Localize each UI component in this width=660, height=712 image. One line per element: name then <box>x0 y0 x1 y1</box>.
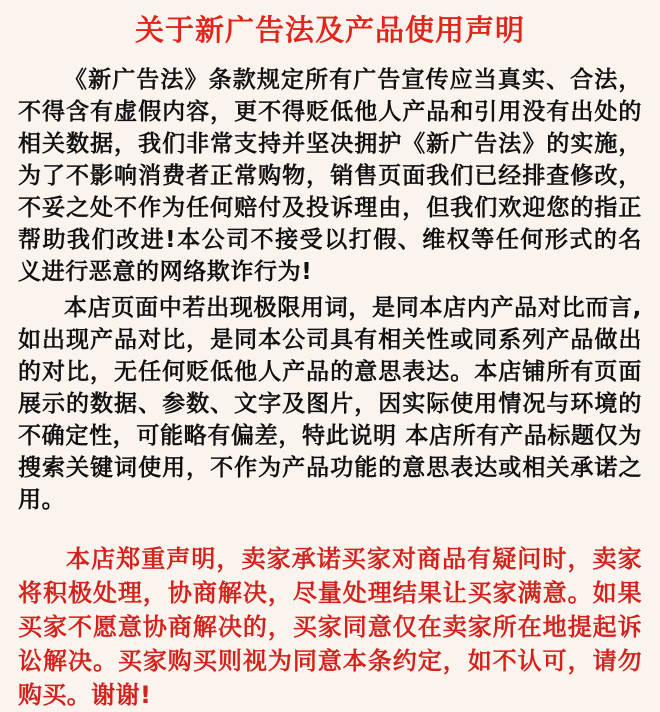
paragraph-product-comparison: 本店页面中若出现极限用词，是同本店内产品对比而言,如出现产品对比，是同本公司具有相关性或同系列产品做出的对比，无任何贬低他人产品的意思表达。本店铺所有页面展示的数据、参数、文字及图片，因实际使用情况与环境的不确定性，可能略有偏差，特此说明 本店所有产品标题仅为搜索关键词使用，不作为产品功能的意思表达或相关承诺之用。 <box>18 295 642 513</box>
page-title: 关于新广告法及产品使用声明 <box>134 13 525 47</box>
paragraph-seller-statement: 本店郑重声明，卖家承诺买家对商品有疑问时，卖家将积极处理，协商解决，尽量处理结果让买家满意。如果买家不愿意协商解决的，买家同意仅在卖家所在地提起诉讼解决。买家购买则视为同意本条约定，如不认可，请勿购买。谢谢! <box>18 545 642 709</box>
paragraph-advertising-law: 《新广告法》条款规定所有广告宣传应当真实、合法，不得含有虚假内容，更不得贬低他人产品和引用没有出处的相关数据，我们非常支持并坚决拥护《新广告法》的实施，为了不影响消费者正常购物，销售页面我们已经排查修改，不妥之处不作为任何赔付及投诉理由，但我们欢迎您的指正帮助我们改进!本公司不接受以打假、维权等任何形式的名义进行恶意的网络欺诈行为! <box>18 67 642 285</box>
